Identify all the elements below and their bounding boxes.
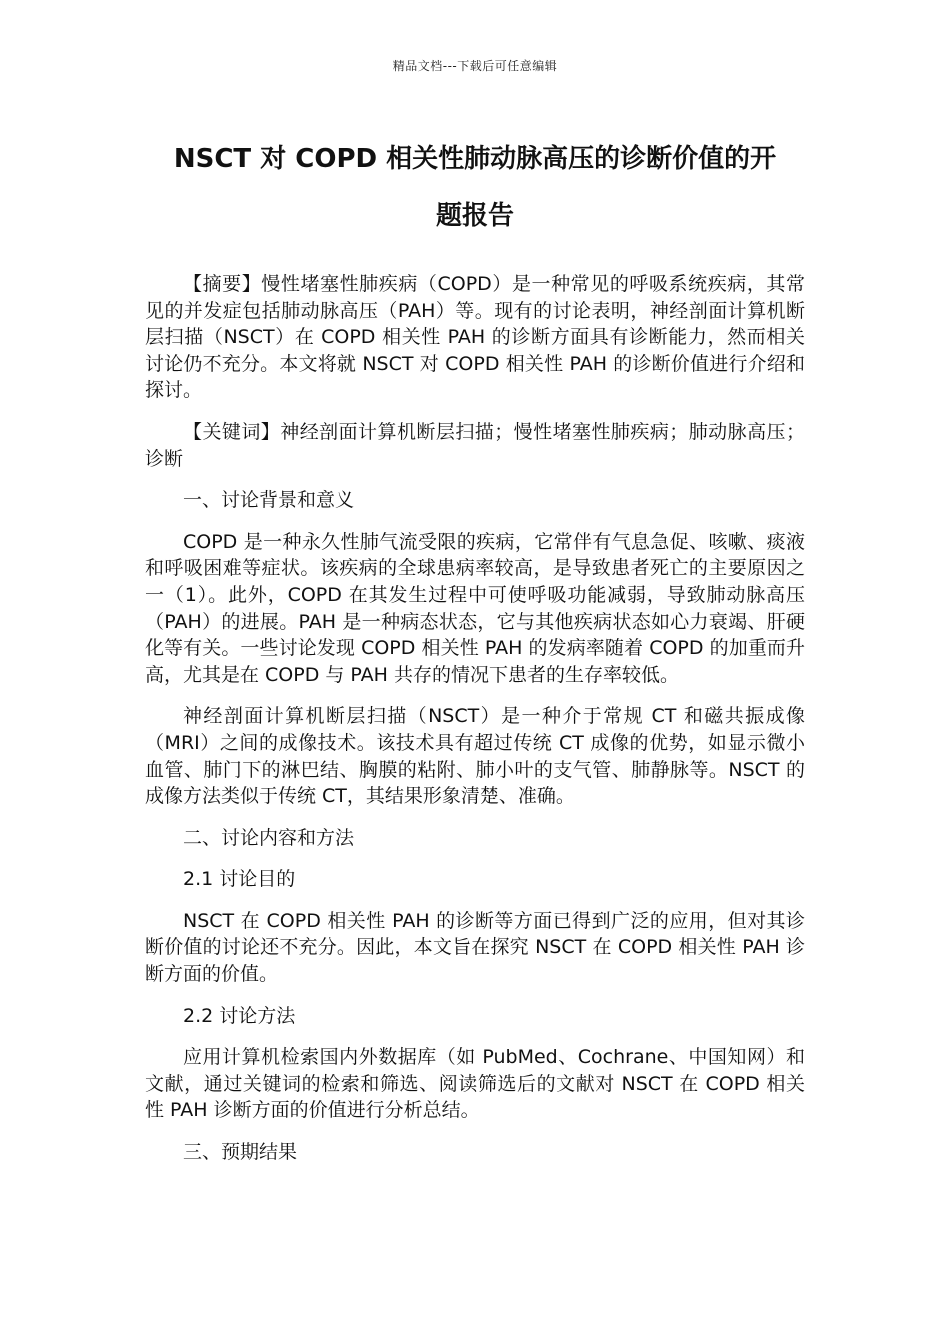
section-1-paragraph-2: 神经剖面计算机断层扫描（NSCT）是一种介于常规 CT 和磁共振成像（MRI）之间的成像技术。该技术具有超过传统 CT 成像的优势，如显示微小血管、肺门下的淋巴结、胸膜的粘附、肺小叶的支气管、肺静脉等。NSCT 的成像方法类似于传统 CT，其结果形象清楚、准确。	[145, 705, 805, 808]
section-1-paragraph-1: COPD 是一种永久性肺气流受限的疾病，它常伴有气息急促、咳嗽、痰液和呼吸困难等症状。该疾病的全球患病率较高，是导致患者死亡的主要原因之一（1）。此外，COPD 在其发生过程中可使呼吸功能减弱，导致肺动脉高压（PAH）的进展。PAH 是一种病态状态，它与其他疾病状态如心力衰竭、肝硬化等有关。一些讨论发现 COPD 相关性 PAH 的发病率随着 COPD 的加重而升高，尤其是在 COPD 与 PAH 共存的情况下患者的生存率较低。	[145, 530, 805, 686]
document-body	[145, 271, 805, 1181]
section-2-heading: 二、讨论内容和方法	[183, 826, 355, 849]
document-title-line-2: 题报告	[435, 201, 514, 231]
abstract-paragraph: 【摘要】慢性堵塞性肺疾病（COPD）是一种常见的呼吸系统疾病，其常见的并发症包括肺动脉高压（PAH）等。现有的讨论表明，神经剖面计算机断层扫描（NSCT）在 COPD 相关性 PAH 的诊断方面具有诊断能力，然而相关讨论仍不充分。本文将就 NSCT 对 COPD 相关性 PAH 的诊断价值进行介绍和探讨。	[145, 273, 805, 402]
header-note: 精品文档---下载后可任意编辑	[392, 59, 558, 73]
document-title-line-1: NSCT 对 COPD 相关性肺动脉高压的诊断价值的开	[173, 144, 777, 174]
section-2-2-paragraph: 应用计算机检索国内外数据库（如 PubMed、Cochrane、中国知网）和文献，通过关键词的检索和筛选、阅读筛选后的文献对 NSCT 在 COPD 相关性 PAH 诊断方面的价值进行分析总结。	[145, 1046, 805, 1122]
section-3-heading: 三、预期结果	[183, 1141, 298, 1164]
section-1-heading: 一、讨论背景和意义	[183, 489, 355, 512]
section-2-2-heading: 2.2 讨论方法	[183, 1004, 296, 1027]
section-2-1-paragraph: NSCT 在 COPD 相关性 PAH 的诊断等方面已得到广泛的应用，但对其诊断价值的讨论还不充分。因此，本文旨在探究 NSCT 在 COPD 相关性 PAH 诊断方面的价值。	[145, 909, 805, 986]
section-2-1-heading: 2.1 讨论目的	[183, 868, 296, 891]
keywords-paragraph: 【关键词】神经剖面计算机断层扫描；慢性堵塞性肺疾病；肺动脉高压；诊断	[145, 420, 805, 470]
